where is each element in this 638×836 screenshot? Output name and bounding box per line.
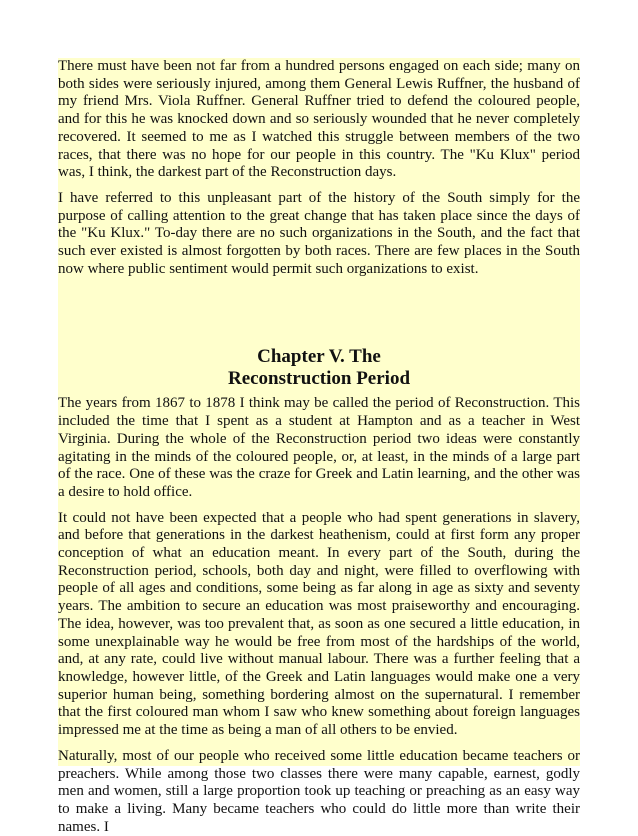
paragraph-teachers-preachers: Naturally, most of our people who received some little education became teachers or preachers. While among those two classes there were many capable, earnest, godly men and women, still a large proportion took up teaching or preaching as an easy way to make a living. Many became teachers who could do little more than write their names. I	[58, 747, 580, 835]
chapter-heading-line-2: Reconstruction Period	[227, 368, 411, 390]
chapter-heading	[58, 346, 580, 390]
chapter-heading-line-1: Chapter V. The	[257, 346, 381, 368]
paragraph-education-ambition: It could not have been expected that a people who had spent generations in slavery, and before that generations in the darkest heathenism, could at first form any proper conception of what an education meant. In every part of the South, during the Reconstruction period, schools, both day and night, were filled to overflowing with people of all ages and conditions, some being as far along in age as sixty and seventy years. The ambition to secure an education was most praiseworthy and encouraging. The idea, however, was too prevalent that, as soon as one secured a little education, in some unexplainable way he would be free from most of the hardships of the world, and, at any rate, could live without manual labour. There was a further feeling that a knowledge, however little, of the Greek and Latin languages would make one a very superior human being, something bordering almost on the supernatural. I remember that the first coloured man whom I saw who knew something about foreign languages impressed me at the time as being a man of all others to be envied.	[58, 509, 580, 739]
document-page	[58, 58, 580, 835]
paragraph-reconstruction-years: The years from 1867 to 1878 I think may be called the period of Reconstruction. This included the time that I spent as a student at Hampton and as a teacher in West Virginia. During the whole of the Reconstruction period two ideas were constantly agitating in the minds of the coloured people, or, at least, in the minds of a large part of the race. One of these was the craze for Greek and Latin learning, and the other was a desire to hold office.	[58, 395, 580, 500]
paragraph-change-since-ku-klux: I have referred to this unpleasant part of the history of the South simply for the purpose of calling attention to the great change that has taken place since the days of the "Ku Klux." To-day there are no such organizations in the South, and the fact that such ever existed is almost forgotten by both races. There are few places in the South now where public sentiment would permit such organizations to exist.	[58, 189, 580, 277]
paragraph-ku-klux-fight: There must have been not far from a hundred persons engaged on each side; many on both sides were seriously injured, among them General Lewis Ruffner, the husband of my friend Mrs. Viola Ruffner. General Ruffner tried to defend the coloured people, and for this he was knocked down and so seriously wounded that he never completely recovered. It seemed to me as I watched this struggle between members of the two races, that there was no hope for our people in this country. The "Ku Klux" period was, I think, the darkest part of the Reconstruction days.	[58, 58, 580, 181]
section-spacer	[58, 286, 580, 346]
